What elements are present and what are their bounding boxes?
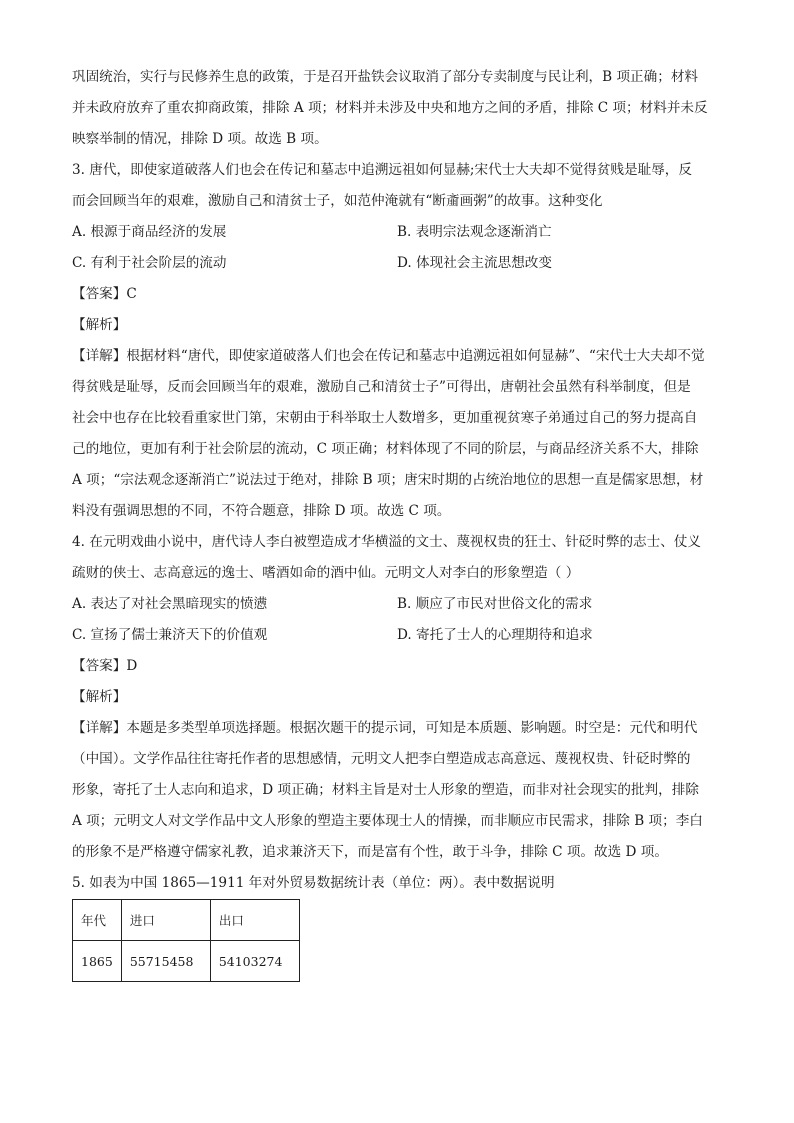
detail-line: （中国）。文学作品往往寄托作者的思想感情，元明文人把李白塑造成志高意远、蔑视权贵、针砭时弊的 xyxy=(72,751,691,767)
option-d: D. 体现社会主流思想改变 xyxy=(397,255,552,271)
table-row xyxy=(73,941,300,982)
option-b: B. 顺应了市民对世俗文化的需求 xyxy=(397,596,593,612)
detail-line: 社会中也存在比较看重家世门第，宋朝由于科举取士人数增多，更加重视贫寒子弟通过自己的努力提高自 xyxy=(72,410,698,426)
answer-label: 【答案】C xyxy=(72,286,137,302)
table-cell: 55715458 xyxy=(121,941,210,982)
text-line: 并未政府放弃了重农抑商政策，排除 A 项；材料并未涉及中央和地方之间的矛盾，排除 C 项；材料并未反 xyxy=(72,100,708,116)
question-5 xyxy=(72,868,724,982)
option-c: C. 有利于社会阶层的流动 xyxy=(72,255,227,271)
detail-line: A 项；元明文人对文学作品中文人形象的塑造主要体现士人的情操，而非顺应市民需求，排除 B 项；李白 xyxy=(72,813,703,829)
analysis-label: 【解析】 xyxy=(72,689,127,705)
detail-line: 【详解】根据材料“唐代，即使家道破落人们也会在传记和墓志中追溯远祖如何显赫”、“宋代士大夫却不觉 xyxy=(72,348,705,364)
detail-line: 料没有强调思想的不同，不符合题意，排除 D 项。故选 C 项。 xyxy=(72,503,451,519)
analysis-label: 【解析】 xyxy=(72,317,127,333)
detail-line: 己的地位，更加有利于社会阶层的流动，C 项正确；材料体现了不同的阶层，与商品经济关系不大，排除 xyxy=(72,441,699,457)
detail-line: 得贫贱是耻辱，反而会回顾当年的艰难，激励自己和清贫士子”可得出，唐朝社会虽然有科举制度，但是 xyxy=(72,379,691,395)
table-header-cell: 年代 xyxy=(73,900,122,941)
detail-line: 【详解】本题是多类型单项选择题。根据次题干的提示词，可知是本质题、影响题。时空是：元代和明代 xyxy=(72,720,698,736)
question-stem: 3. 唐代，即使家道破落人们也会在传记和墓志中追溯远祖如何显赫;宋代士大夫却不觉得贫贱是耻辱，反 xyxy=(72,162,692,178)
option-a: A. 表达了对社会黑暗现实的愤懑 xyxy=(72,596,268,612)
table-header-cell: 进口 xyxy=(121,900,210,941)
trade-table xyxy=(72,899,300,982)
detail-line: 形象，寄托了士人志向和追求，D 项正确；材料主旨是对士人形象的塑造，而非对社会现实的批判，排除 xyxy=(72,782,699,798)
answer-label: 【答案】D xyxy=(72,658,138,674)
detail-line: A 项；“宗法观念逐渐消亡”说法过于绝对，排除 B 项；唐宋时期的占统治地位的思想一直是儒家思想，材 xyxy=(72,472,704,488)
question-4 xyxy=(72,527,724,868)
option-row xyxy=(72,217,724,248)
text-line: 巩固统治，实行与民修养生息的政策，于是召开盐铁会议取消了部分专卖制度与民让利，B 项正确；材料 xyxy=(72,69,699,85)
prev-analysis-tail xyxy=(72,62,724,155)
option-row xyxy=(72,620,724,651)
option-a: A. 根源于商品经济的发展 xyxy=(72,224,227,240)
option-row xyxy=(72,589,724,620)
document-page xyxy=(72,62,724,982)
question-3 xyxy=(72,155,724,527)
table-header-cell: 出口 xyxy=(210,900,299,941)
option-b: B. 表明宗法观念逐渐消亡 xyxy=(397,224,552,240)
question-stem: 而会回顾当年的艰难，激励自己和清贫士子，如范仲淹就有“断齑画粥”的故事。这种变化 xyxy=(72,193,603,209)
option-row xyxy=(72,248,724,279)
table-cell: 1865 xyxy=(73,941,122,982)
question-stem: 5. 如表为中国 1865—1911 年对外贸易数据统计表（单位：两）。表中数据说明 xyxy=(72,875,555,891)
option-d: D. 寄托了士人的心理期待和追求 xyxy=(397,627,593,643)
question-stem: 4. 在元明戏曲小说中，唐代诗人李白被塑造成才华横溢的文士、蔑视权贵的狂士、针砭时弊的志士、仗义 xyxy=(72,534,702,550)
table-header-row xyxy=(73,900,300,941)
option-c: C. 宣扬了儒士兼济天下的价值观 xyxy=(72,627,268,643)
question-stem: 疏财的侠士、志高意远的逸士、嗜酒如命的酒中仙。元明文人对李白的形象塑造（ ） xyxy=(72,565,580,581)
table-cell: 54103274 xyxy=(210,941,299,982)
text-line: 映察举制的情况，排除 D 项。故选 B 项。 xyxy=(72,131,328,147)
detail-line: 的形象不是严格遵守儒家礼教，追求兼济天下，而是富有个性，敢于斗争，排除 C 项。故选 D 项。 xyxy=(72,844,668,860)
